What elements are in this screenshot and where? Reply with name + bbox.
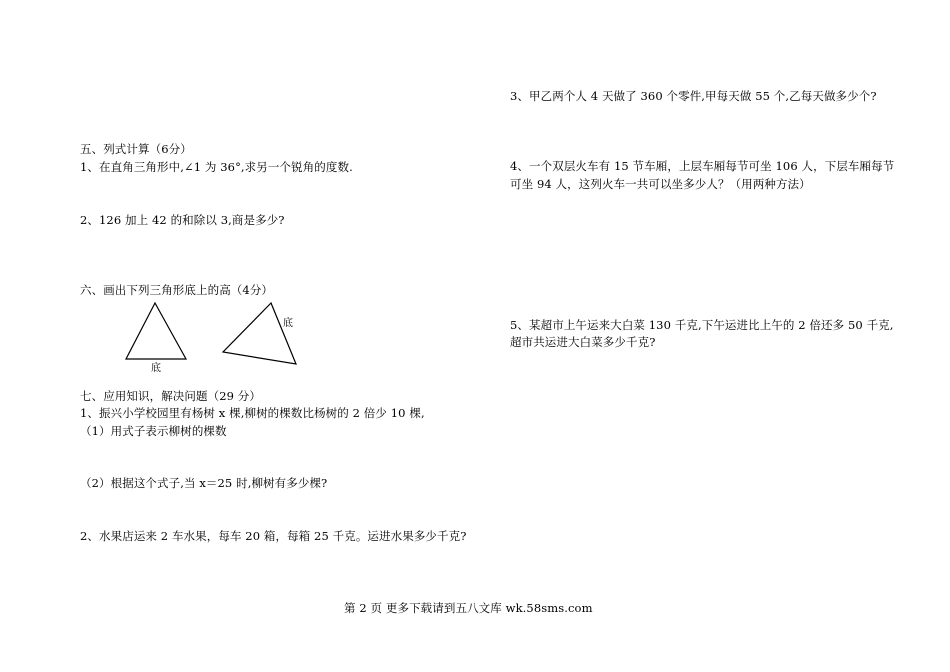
page-footer: 第 2 页 更多下载请到五八文库 wk.58sms.com bbox=[344, 601, 593, 615]
section-7-title: 七、应用知识，解决问题（29 分） bbox=[80, 389, 261, 403]
right-question-4-line-1: 4、一个双层火车有 15 节车厢，上层车厢每节可坐 106 人，下层车厢每节 bbox=[510, 159, 895, 173]
section-5-question-1: 1、在直角三角形中,∠1 为 36°,求另一个锐角的度数. bbox=[80, 160, 353, 174]
triangle-1-base-label: 底 bbox=[151, 363, 161, 374]
section-7-question-1: 1、振兴小学校园里有杨树 x 棵,柳树的棵数比杨树的 2 倍少 10 棵, bbox=[80, 406, 425, 420]
section-7-question-1-part-2: （2）根据这个式子,当 x＝25 时,柳树有多少棵? bbox=[80, 476, 328, 490]
right-question-3: 3、甲乙两个人 4 天做了 360 个零件,甲每天做 55 个,乙每天做多少个? bbox=[510, 89, 877, 103]
right-question-5-line-2: 超市共运进大白菜多少千克? bbox=[510, 335, 656, 349]
section-5-question-2: 2、126 加上 42 的和除以 3,商是多少? bbox=[80, 213, 285, 227]
right-question-5-line-1: 5、某超市上午运来大白菜 130 千克,下午运进比上午的 2 倍还多 50 千克, bbox=[510, 318, 894, 332]
triangle-tilted bbox=[218, 300, 302, 366]
section-5-title: 五、列式计算（6分） bbox=[80, 142, 192, 156]
triangle-2-base-label: 底 bbox=[283, 318, 293, 329]
section-7-question-1-part-1: （1）用式子表示柳树的棵数 bbox=[80, 424, 227, 438]
right-question-4-line-2: 可坐 94 人，这列火车一共可以坐多少人？（用两种方法） bbox=[510, 177, 811, 191]
section-6-title: 六、画出下列三角形底上的高（4分） bbox=[80, 283, 274, 297]
section-7-question-2: 2、水果店运来 2 车水果，每车 20 箱，每箱 25 千克。运进水果多少千克? bbox=[80, 529, 467, 543]
triangle-upright bbox=[120, 298, 190, 364]
